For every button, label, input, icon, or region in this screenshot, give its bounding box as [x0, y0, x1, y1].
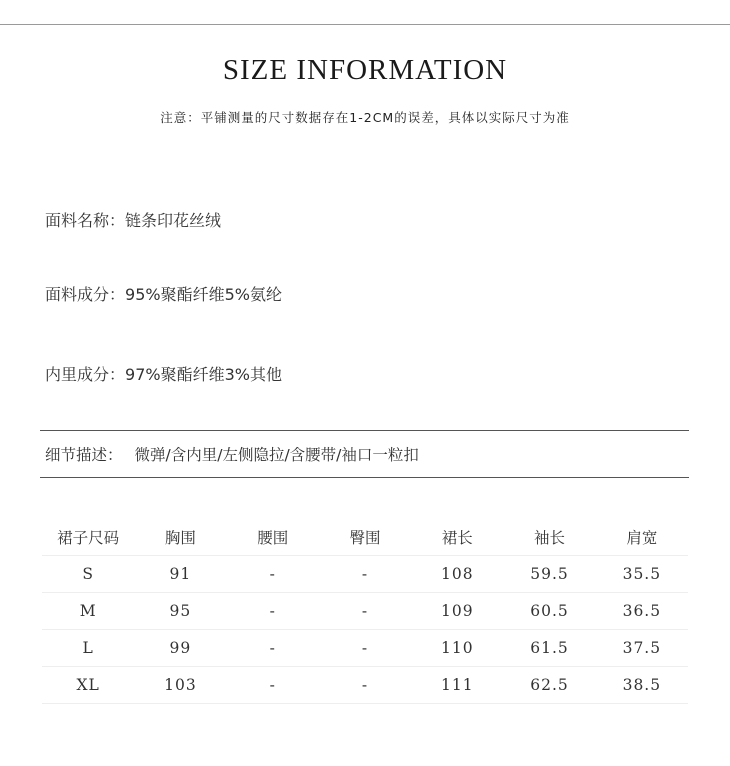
cell-hip: - [319, 630, 411, 667]
details-row [45, 443, 419, 465]
cell-size: S [42, 556, 134, 593]
cell-bust: 95 [134, 593, 226, 630]
cell-hip: - [319, 556, 411, 593]
lining-composition-row [45, 362, 282, 385]
cell-sleeve-length: 62.5 [503, 667, 595, 704]
cell-size: L [42, 630, 134, 667]
page-title: SIZE INFORMATION [222, 54, 508, 86]
header-hip: 臀围 [319, 518, 411, 556]
cell-shoulder-width: 35.5 [596, 556, 688, 593]
details-value: 微弹/含内里/左侧隐拉/含腰带/袖口一粒扣 [134, 446, 419, 464]
table-row [42, 667, 688, 704]
fabric-name-label: 面料名称： [45, 211, 126, 230]
cell-sleeve-length: 61.5 [503, 630, 595, 667]
cell-waist: - [227, 630, 319, 667]
cell-shoulder-width: 37.5 [596, 630, 688, 667]
cell-waist: - [227, 593, 319, 630]
cell-dress-length: 108 [411, 556, 503, 593]
fabric-composition-value: 95%聚酯纤维5%氨纶 [125, 285, 282, 304]
lining-composition-label: 内里成分： [45, 365, 126, 384]
measurement-note: 注意：平铺测量的尺寸数据存在1-2CM的误差，具体以实际尺寸为准 [160, 110, 570, 125]
cell-size: XL [42, 667, 134, 704]
fabric-composition-label: 面料成分： [45, 285, 126, 304]
lining-composition-value: 97%聚酯纤维3%其他 [125, 365, 282, 384]
top-divider [0, 24, 730, 25]
cell-bust: 91 [134, 556, 226, 593]
header-size: 裙子尺码 [42, 518, 134, 556]
cell-dress-length: 110 [411, 630, 503, 667]
header-dress-length: 裙长 [411, 518, 503, 556]
fabric-name-value: 链条印花丝绒 [125, 211, 222, 230]
cell-waist: - [227, 556, 319, 593]
header-waist: 腰围 [227, 518, 319, 556]
fabric-composition-row [45, 282, 282, 305]
cell-size: M [42, 593, 134, 630]
cell-sleeve-length: 59.5 [503, 556, 595, 593]
cell-shoulder-width: 38.5 [596, 667, 688, 704]
cell-bust: 103 [134, 667, 226, 704]
fabric-name-row [45, 208, 221, 231]
details-label: 细节描述： [45, 446, 123, 464]
header-bust: 胸围 [134, 518, 226, 556]
table-row [42, 630, 688, 667]
cell-waist: - [227, 667, 319, 704]
cell-dress-length: 109 [411, 593, 503, 630]
details-bottom-divider [40, 477, 689, 478]
size-table-header-row [42, 518, 688, 556]
cell-hip: - [319, 667, 411, 704]
header-shoulder-width: 肩宽 [596, 518, 688, 556]
table-row [42, 556, 688, 593]
table-row [42, 593, 688, 630]
header-sleeve-length: 袖长 [503, 518, 595, 556]
cell-sleeve-length: 60.5 [503, 593, 595, 630]
cell-shoulder-width: 36.5 [596, 593, 688, 630]
cell-dress-length: 111 [411, 667, 503, 704]
cell-bust: 99 [134, 630, 226, 667]
size-table [42, 518, 688, 704]
details-top-divider [40, 430, 689, 431]
cell-hip: - [319, 593, 411, 630]
